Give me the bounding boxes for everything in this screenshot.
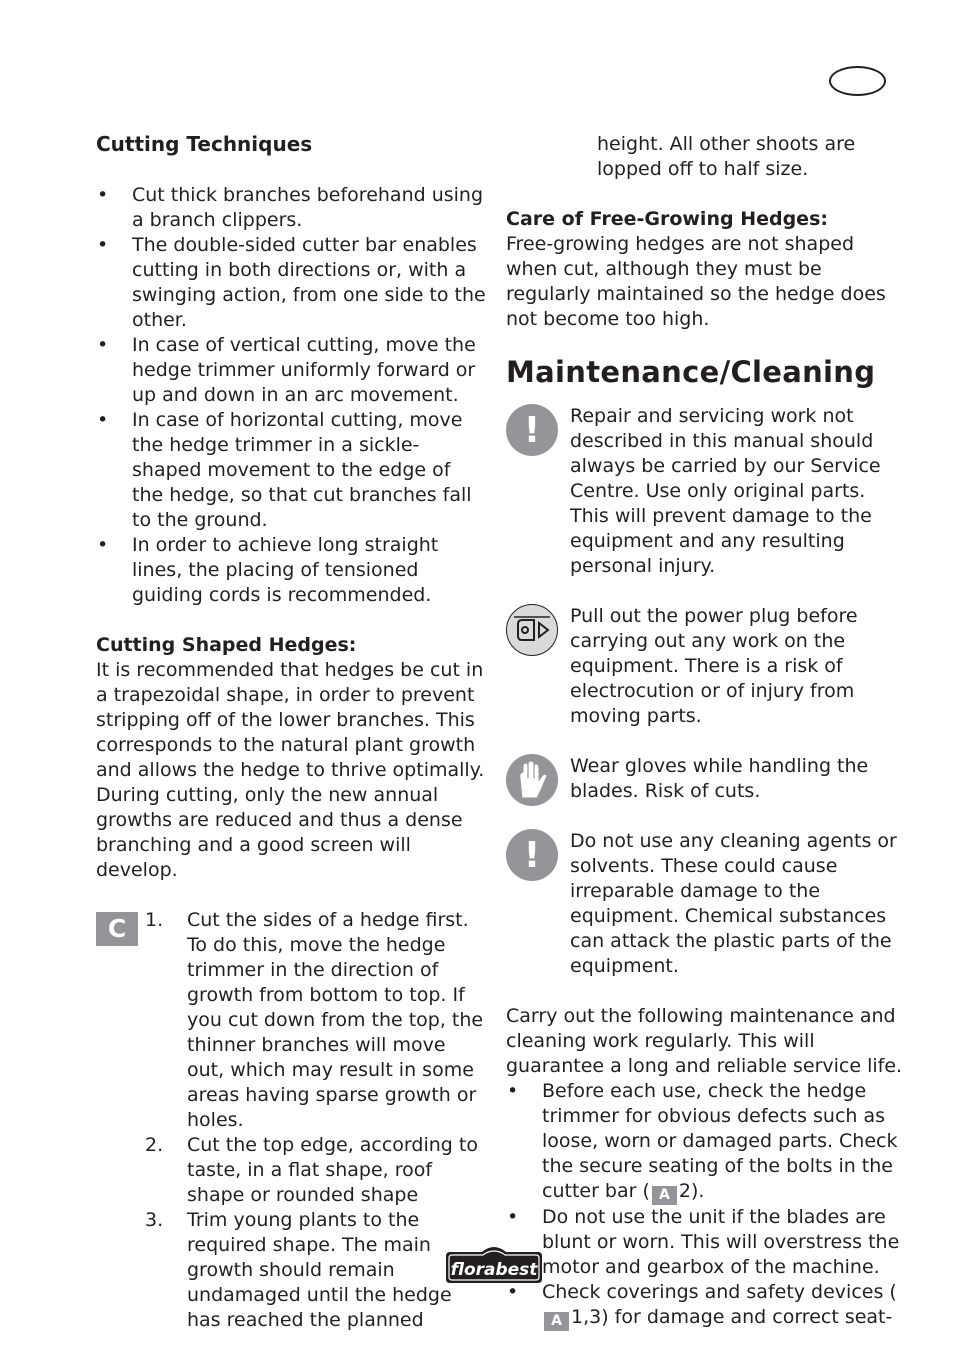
gloves-icon (506, 754, 558, 806)
unplug-icon (506, 604, 558, 656)
step-number: 1. (145, 909, 164, 931)
exclamation-icon: ! (506, 829, 558, 881)
list-item (96, 1133, 486, 1208)
notice-text: Repair and servicing work not described in this manual should always be carried by our Service Centre. Use only original parts. This will prevent damage to the equipment and any resulting personal injury. (570, 405, 881, 577)
language-tab-oval (829, 66, 886, 96)
notice-unplug (506, 604, 906, 729)
maintenance-list (506, 1079, 906, 1331)
step-text: Cut the top edge, according to taste, in a flat shape, roof shape or rounded shape (187, 1134, 478, 1206)
free-growing-text: Free-growing hedges are not shaped when cut, although they must be regularly maintained so the hedge does not become too high. (506, 233, 886, 330)
right-column (506, 132, 906, 1331)
left-column (96, 132, 486, 1333)
list-item (96, 908, 486, 1133)
maintenance-intro: Carry out the following maintenance and cleaning work regularly. This will guarantee a long and reliable service life. (506, 1005, 903, 1077)
list-item: • Do not use the unit if the blades are blunt or worn. This will overstress the motor and gearbox of the machine. (506, 1205, 906, 1280)
cutting-techniques-heading: Cutting Techniques (96, 132, 313, 156)
list-item: • In case of vertical cutting, move the hedge trimmer uniformly forward or up and down in an arc movement. (96, 333, 486, 408)
shaped-hedges-text: It is recommended that hedges be cut in a trapezoidal shape, in order to prevent stripping off of the lower branches. This corresponds to the natural plant growth and allows the hedge to thrive optimally. During cutting, only the new annual growths are reduced and thus a dense branching and a good screen will develop. (96, 659, 485, 881)
brand-text: florabest (450, 1260, 538, 1280)
steps-block (96, 908, 486, 1333)
continuation-text: height. All other shoots are lopped off to half size. (597, 133, 856, 180)
list-item: • Cut thick branches beforehand using a branch clippers. (96, 183, 486, 233)
list-item: • In case of horizontal cutting, move the hedge trimmer in a sickle-shaped movement to the edge of the hedge, so that cut branches fall to the ground. (96, 408, 486, 533)
figure-a-badge: A (544, 1312, 569, 1331)
step-number: 3. (145, 1209, 164, 1231)
notice-repair (506, 404, 906, 579)
list-item: • The double-sided cutter bar enables cutting in both directions or, with a swinging action, from one side to the other. (96, 233, 486, 333)
notice-text: Pull out the power plug before carrying out any work on the equipment. There is a risk of electrocution or of injury from moving parts. (570, 605, 858, 727)
step-text: Trim young plants to the required shape. The main growth should remain undamaged until the hedge has reached the planned (187, 1209, 452, 1331)
notice-cleaning-agents (506, 829, 906, 979)
bullet-text: Check coverings and safety devices ( (542, 1281, 897, 1303)
bullet-text-suffix: 2). (678, 1180, 705, 1202)
notice-gloves (506, 754, 906, 804)
list-item (506, 1079, 906, 1205)
free-growing-heading: Care of Free-Growing Hedges: (506, 208, 828, 230)
florabest-logo (442, 1247, 546, 1285)
step-number: 2. (145, 1134, 164, 1156)
exclamation-icon: ! (506, 404, 558, 456)
steps-list (96, 908, 486, 1333)
notice-text: Wear gloves while handling the blades. Risk of cuts. (570, 755, 869, 802)
cutting-techniques-list (96, 183, 486, 608)
bullet-text: Before each use, check the hedge trimmer for obvious defects such as loose, worn or damaged parts. Check the secure seating of the bolts in the cutter bar ( (542, 1080, 898, 1202)
step-text: Cut the sides of a hedge first. To do this, move the hedge trimmer in the direction of growth from bottom to top. If you cut down from the top, the thinner branches will move out, which may result in some areas having sparse growth or holes. (187, 909, 484, 1131)
figure-a-badge: A (652, 1186, 677, 1205)
list-item: • In order to achieve long straight lines, the placing of tensioned guiding cords is recommended. (96, 533, 486, 608)
maintenance-heading: Maintenance/Cleaning (506, 355, 876, 389)
list-item (506, 1280, 906, 1331)
notice-text: Do not use any cleaning agents or solvents. These could cause irreparable damage to the equipment. Chemical substances can attack the plastic parts of the equipment. (570, 830, 897, 977)
bullet-text-suffix: 1,3) for damage and correct seat- (571, 1306, 893, 1328)
list-item (96, 1208, 486, 1333)
shaped-hedges-heading: Cutting Shaped Hedges: (96, 634, 357, 656)
figure-c-badge: C (96, 912, 138, 946)
